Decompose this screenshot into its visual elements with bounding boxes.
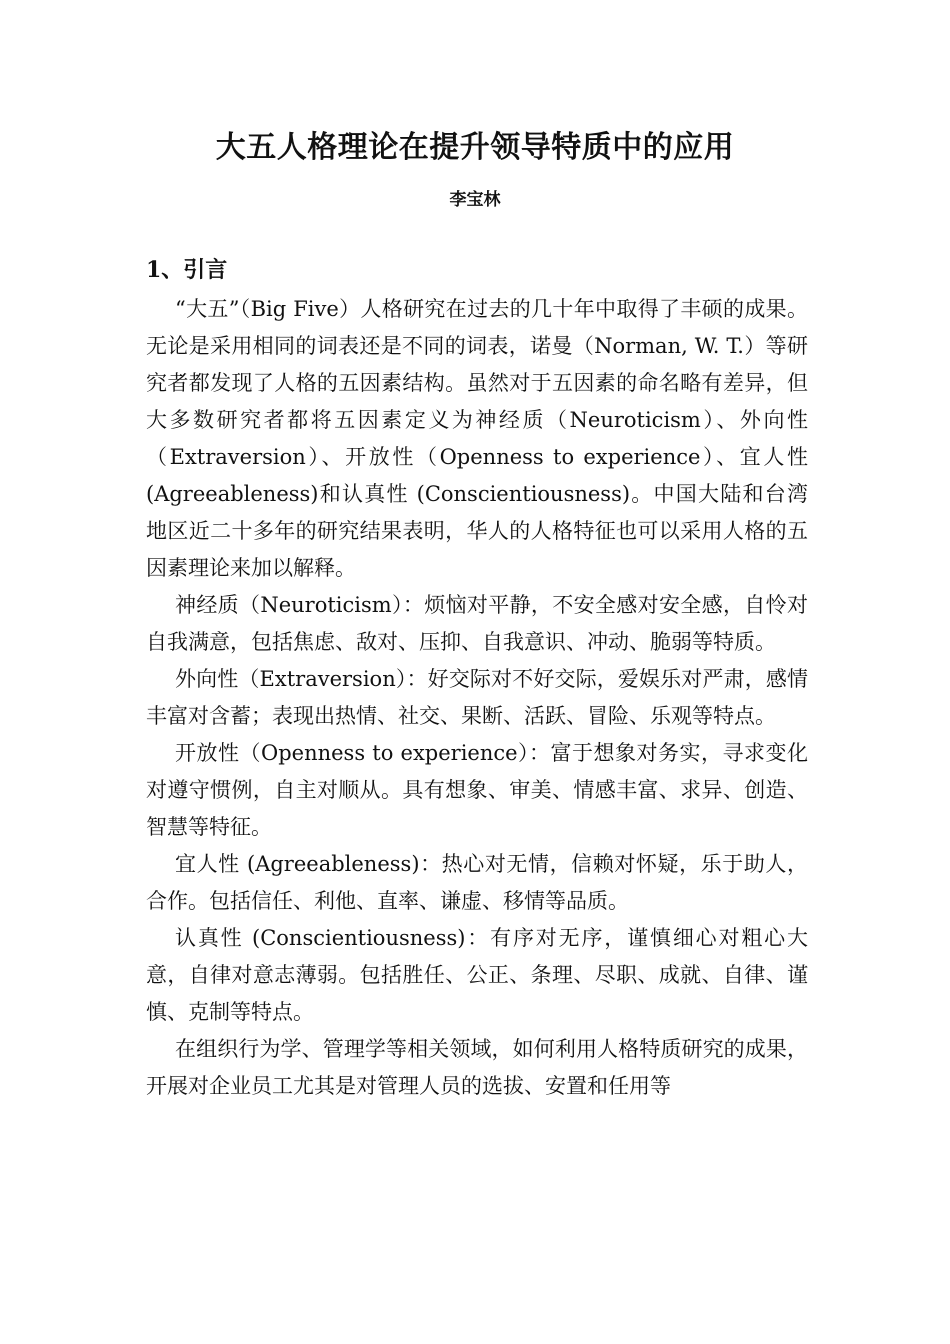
document-title: 大五人格理论在提升领导特质中的应用 bbox=[215, 130, 735, 165]
body-text bbox=[146, 291, 808, 1105]
paragraph-neuroticism: 神经质（Neuroticism）：烦恼对平静，不安全感对安全感，自怜对自我满意，包括焦虑、敌对、压抑、自我意识、冲动、脆弱等特质。 bbox=[146, 593, 808, 654]
section-heading: 1、引言 bbox=[146, 257, 228, 283]
paragraph-extraversion: 外向性（Extraversion）：好交际对不好交际，爱娱乐对严肃，感情丰富对含蓄；表现出热情、社交、果断、活跃、冒险、乐观等特点。 bbox=[146, 667, 808, 728]
paragraph-intro: “大五”（Big Five）人格研究在过去的几十年中取得了丰硕的成果。无论是采用相同的词表还是不同的词表，诺曼（Norman, W. T.）等研究者都发现了人格的五因素结构。虽然对于五因素的命名略有差异，但大多数研究者都将五因素定义为神经质（Neuroticism）、外向性（Extraversion）、开放性（Openness to experience）、宜人性 (Agreeableness)和认真性 (Conscientiousness)。中国大陆和台湾地区近二十多年的研究结果表明，华人的人格特征也可以采用人格的五因素理论来加以解释。 bbox=[146, 297, 808, 580]
paragraph-conscientiousness: 认真性 (Conscientiousness)：有序对无序，谨慎细心对粗心大意，自律对意志薄弱。包括胜任、公正、条理、尽职、成就、自律、谨慎、克制等特点。 bbox=[146, 926, 808, 1024]
author-name: 李宝林 bbox=[449, 190, 501, 210]
paragraph-application: 在组织行为学、管理学等相关领域，如何利用人格特质研究的成果，开展对企业员工尤其是对管理人员的选拔、安置和任用等 bbox=[146, 1037, 808, 1098]
paragraph-agreeableness: 宜人性 (Agreeableness)：热心对无情，信赖对怀疑，乐于助人，合作。包括信任、利他、直率、谦虚、移情等品质。 bbox=[146, 852, 808, 913]
paragraph-openness: 开放性（Openness to experience）：富于想象对务实，寻求变化对遵守惯例，自主对顺从。具有想象、审美、情感丰富、求异、创造、智慧等特征。 bbox=[146, 741, 808, 839]
